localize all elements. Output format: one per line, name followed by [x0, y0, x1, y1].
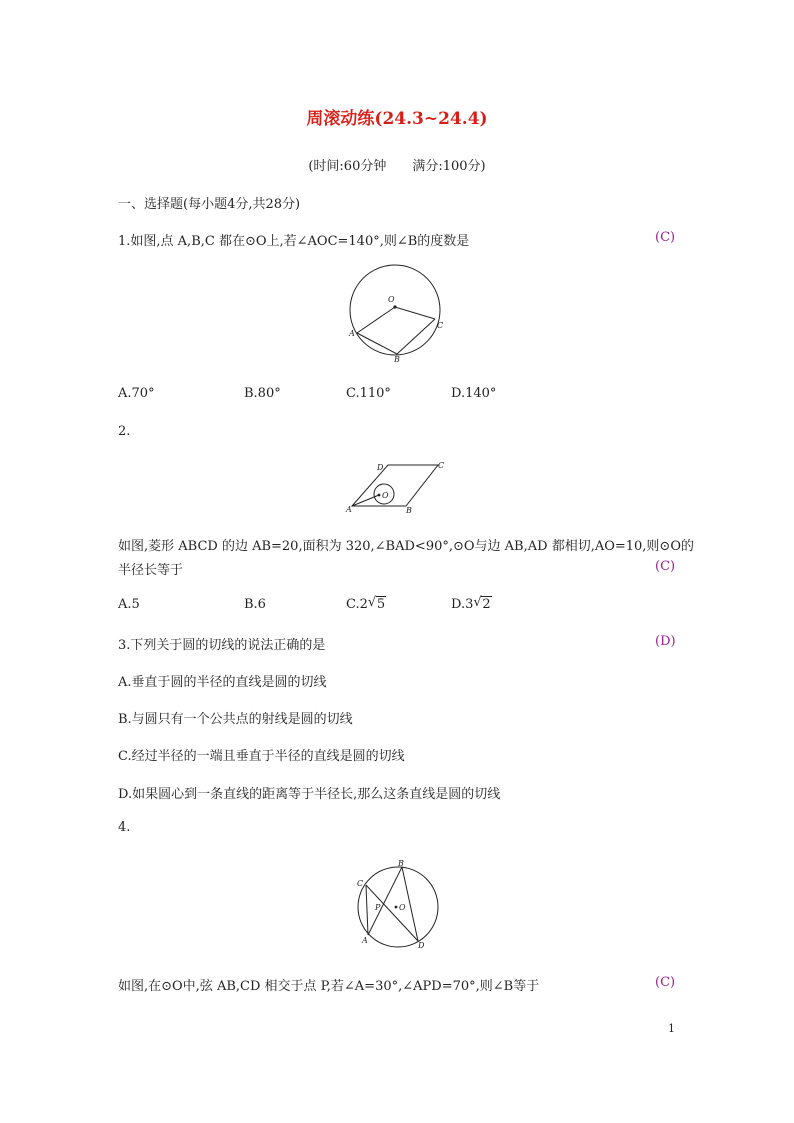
full-score: 满分:100分): [412, 159, 486, 174]
q4-label-d: D: [418, 941, 425, 950]
q4-answer: (C): [655, 975, 676, 990]
q1-circle-figure: [340, 262, 450, 364]
q2-number: 2.: [118, 424, 131, 439]
q4-stem: 如图,在⊙O中,弦 AB,CD 相交于点 P,若∠A=30°,∠APD=70°,则∠B等于: [118, 979, 540, 994]
q2-option-c: C.2 √ 5: [346, 595, 386, 612]
sqrt-symbol: √ 2: [473, 595, 491, 612]
q3-option-c: C.经过半径的一端且垂直于半径的直线是圆的切线: [118, 749, 405, 764]
q2-stem-line2: 半径长等于: [118, 563, 184, 578]
q1-option-b: B.80°: [244, 386, 281, 401]
q1-chords: [357, 319, 435, 354]
q1-label-c: C: [437, 321, 444, 330]
exam-info: [0, 155, 794, 174]
q4-label-a: A: [362, 936, 368, 945]
q1-circle: [350, 265, 440, 355]
q4-center-point: [395, 906, 398, 909]
q1-stem: 1.如图,点 A,B,C 都在⊙O上,若∠AOC=140°,则∠B的度数是: [118, 234, 470, 249]
q1-option-a: A.70°: [118, 386, 155, 401]
q2-segment-ao: [352, 495, 379, 506]
q3-stem: 3.下列关于圆的切线的说法正确的是: [118, 638, 326, 653]
section-heading: 一、选择题(每小题4分,共28分): [118, 197, 301, 212]
q2-stem-line1: 如图,菱形 ABCD 的边 AB=20,面积为 320,∠BAD<90°,⊙O与边 AB,AD 都相切,AO=10,则⊙O的: [118, 539, 694, 554]
q4-number: 4.: [118, 820, 131, 835]
q2-label-b: B: [406, 506, 412, 514]
q2-option-a: A.5: [118, 597, 140, 612]
q4-label-o: O: [399, 903, 406, 912]
q2-center-point: [378, 494, 381, 497]
q4-circle: [358, 867, 438, 947]
q1-label-b: B: [394, 355, 400, 364]
q1-label-a: A: [349, 329, 355, 338]
q2-answer: (C): [655, 559, 676, 574]
q2-option-b: B.6: [244, 597, 266, 612]
q2-label-d: D: [377, 463, 384, 472]
time-limit: (时间:60分钟: [308, 159, 387, 174]
q2-rhombus: [352, 465, 438, 506]
page-title: 周滚动练(24.3~24.4): [306, 109, 488, 129]
sqrt-symbol: √ 5: [367, 595, 386, 612]
q4-label-b: B: [398, 859, 404, 868]
q2-rhombus-figure: [344, 458, 450, 514]
q4-label-c: C: [357, 879, 364, 888]
q3-option-a: A.垂直于圆的半径的直线是圆的切线: [118, 675, 327, 690]
q2-label-a: A: [346, 505, 352, 514]
q4-chord-ab: [368, 867, 402, 935]
q3-option-d: D.如果圆心到一条直线的距离等于半径长,那么这条直线是圆的切线: [118, 787, 501, 802]
q4-circle-figure: [350, 855, 446, 951]
q3-answer: (D): [655, 634, 676, 649]
q1-option-d: D.140°: [451, 386, 497, 401]
q1-label-o: O: [388, 295, 395, 304]
q2-label-c: C: [438, 461, 445, 470]
page-number: 1: [668, 1022, 675, 1035]
q1-option-c: C.110°: [346, 386, 391, 401]
q1-answer: (C): [655, 230, 676, 245]
q2-option-d: D.3 √ 2: [451, 595, 491, 612]
q4-chord-cd: [366, 885, 418, 941]
q2-label-o: O: [382, 491, 389, 500]
q3-option-b: B.与圆只有一个公共点的射线是圆的切线: [118, 712, 353, 727]
q4-label-p: P: [375, 903, 381, 912]
q4-segment-ca: [366, 885, 368, 935]
